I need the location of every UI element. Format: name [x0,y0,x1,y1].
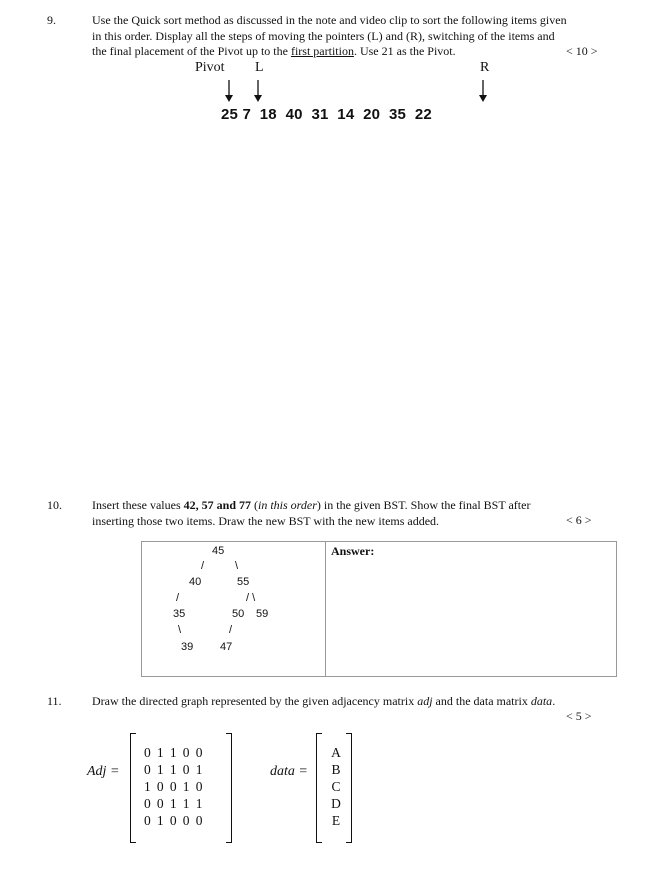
question-9-line-1: Use the Quick sort method as discussed in the note and video clip to sort the following items given [92,13,567,27]
first-partition-underline: first partition [290,44,354,58]
sequence-item: 31 [311,106,329,123]
answer-label: Answer: [331,544,375,558]
bst-edge: / [176,592,180,604]
question-11-number: 11. [47,694,62,708]
bst-edge: \ [235,560,239,572]
bst-node: 59 [256,608,269,620]
sequence-item: 22 [414,106,432,123]
quicksort-sequence [221,106,432,123]
bst-answer-table [141,541,617,677]
question-10-line-2: inserting those two items. Draw the new BST with the new items added. [92,513,440,528]
pivot-pointer-label: Pivot [195,60,225,75]
adj-left-bracket [130,733,136,843]
sequence-item: 7 [242,106,252,123]
question-9-marks: < 10 > [566,44,598,58]
question-10-text [92,498,612,529]
question-10-marks: < 6 > [566,513,592,527]
bst-edge: / [229,624,233,636]
question-9-number: 9. [47,13,56,27]
sequence-item: 18 [259,106,277,123]
bst-edge: \ [178,624,182,636]
sequence-item: 25 [221,106,239,123]
bst-node: 39 [181,641,194,653]
bst-node: 50 [232,608,245,620]
question-10-line-1: Insert these values 42, 57 and 77 (in this order) in the given BST. Show the final BST after [92,498,531,512]
adj-matrix-row: 1 0 0 1 0 [144,779,204,794]
question-11-marks: < 5 > [566,709,592,723]
data-matrix-row: D [331,796,341,811]
bst-node: 47 [220,641,233,653]
question-11-text: Draw the directed graph represented by the given adjacency matrix adj and the data matrix data. [92,694,556,708]
data-matrix-row: E [331,813,341,828]
data-matrix-row: A [331,745,341,760]
right-pointer-down-arrow-icon [478,80,488,102]
question-9-line-2: in this order. Display all the steps of moving the pointers (L) and (R), switching of the items and [92,28,555,43]
right-pointer-label: R [480,60,490,75]
sequence-item: 20 [363,106,381,123]
data-right-bracket [346,733,352,843]
data-matrix-row: C [331,779,341,794]
data-matrix [329,744,343,829]
data-matrix-row: B [331,762,341,777]
adj-matrix-row: 0 1 1 0 1 [144,762,204,777]
data-matrix-label: data = [270,764,308,779]
adj-matrix-row: 0 0 1 1 1 [144,796,204,811]
bst-node: 35 [173,608,186,620]
left-pointer-down-arrow-icon [253,80,263,102]
bst-node: 45 [212,545,225,557]
question-9-text [92,13,612,60]
question-9-line-3: the final placement of the Pivot up to the first partition. Use 21 as the Pivot. [92,44,456,58]
bst-node: 55 [237,576,250,588]
bst-edge: / [201,560,205,572]
pivot-down-arrow-icon [224,80,234,102]
data-left-bracket [316,733,322,843]
adj-matrix-row: 0 1 0 0 0 [144,813,204,828]
sequence-item: 14 [337,106,355,123]
bst-node: 40 [189,576,202,588]
adj-matrix-label: Adj = [87,764,120,779]
adj-right-bracket [226,733,232,843]
table-divider [325,541,326,677]
left-pointer-label: L [255,60,264,75]
sequence-item: 40 [285,106,303,123]
adj-matrix-row: 0 1 1 0 0 [144,745,204,760]
adj-matrix [144,744,204,829]
question-10-number: 10. [47,498,62,512]
bst-edge: / \ [246,592,256,604]
sequence-item: 35 [388,106,407,123]
